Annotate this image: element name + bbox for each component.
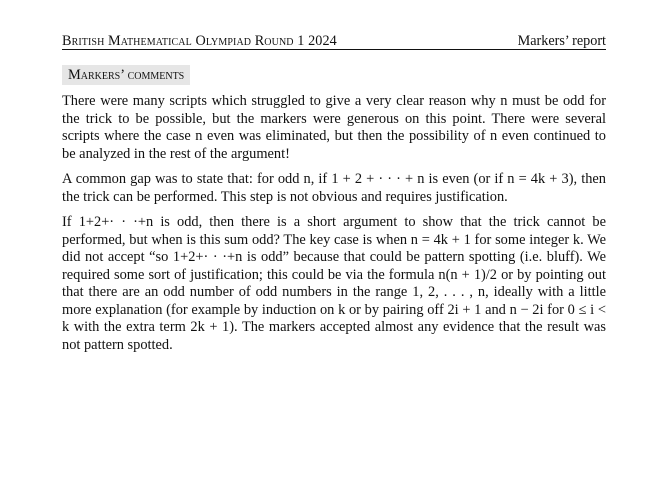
report-body	[62, 93, 606, 354]
page-header	[62, 33, 606, 49]
paragraph-2: A common gap was to state that: for odd n, if 1 + 2 + · · · + n is even (or if n = 4k + 3), then the trick can be performed. This step is not obvious and requires justification.	[62, 171, 606, 205]
header-rule	[62, 49, 606, 50]
paragraph-1: There were many scripts which struggled to give a very clear reason why n must be odd for the trick to be possible, but the markers were generous on this point. There were several scripts where the case n even was eliminated, but then the possibility of n even continued to be analyzed in the rest of the argument!	[62, 93, 606, 162]
header-report-label: Markers’ report	[517, 33, 606, 49]
header-title: British Mathematical Olympiad Round 1 2024	[62, 33, 337, 49]
paragraph-3: If 1+2+· · ·+n is odd, then there is a short argument to show that the trick cannot be performed, but when is this sum odd? The key case is when n = 4k + 1 for some integer k. We did not accept “so 1+2+· · ·+n is odd” because that could be pattern spotting (i.e. bluff). We required some sort of justification; this could be via the formula n(n + 1)/2 or by pointing out that there are an odd number of odd numbers in the range 1, 2, . . . , n, ideally with a little more explanation (for example by induction on k or by pairing off 2i + 1 and n − 2i for 0 ≤ i < k with the extra term 2k + 1). The markers accepted almost any evidence that the result was not pattern spotted.	[62, 214, 606, 353]
section-heading: Markers’ comments	[62, 65, 190, 85]
